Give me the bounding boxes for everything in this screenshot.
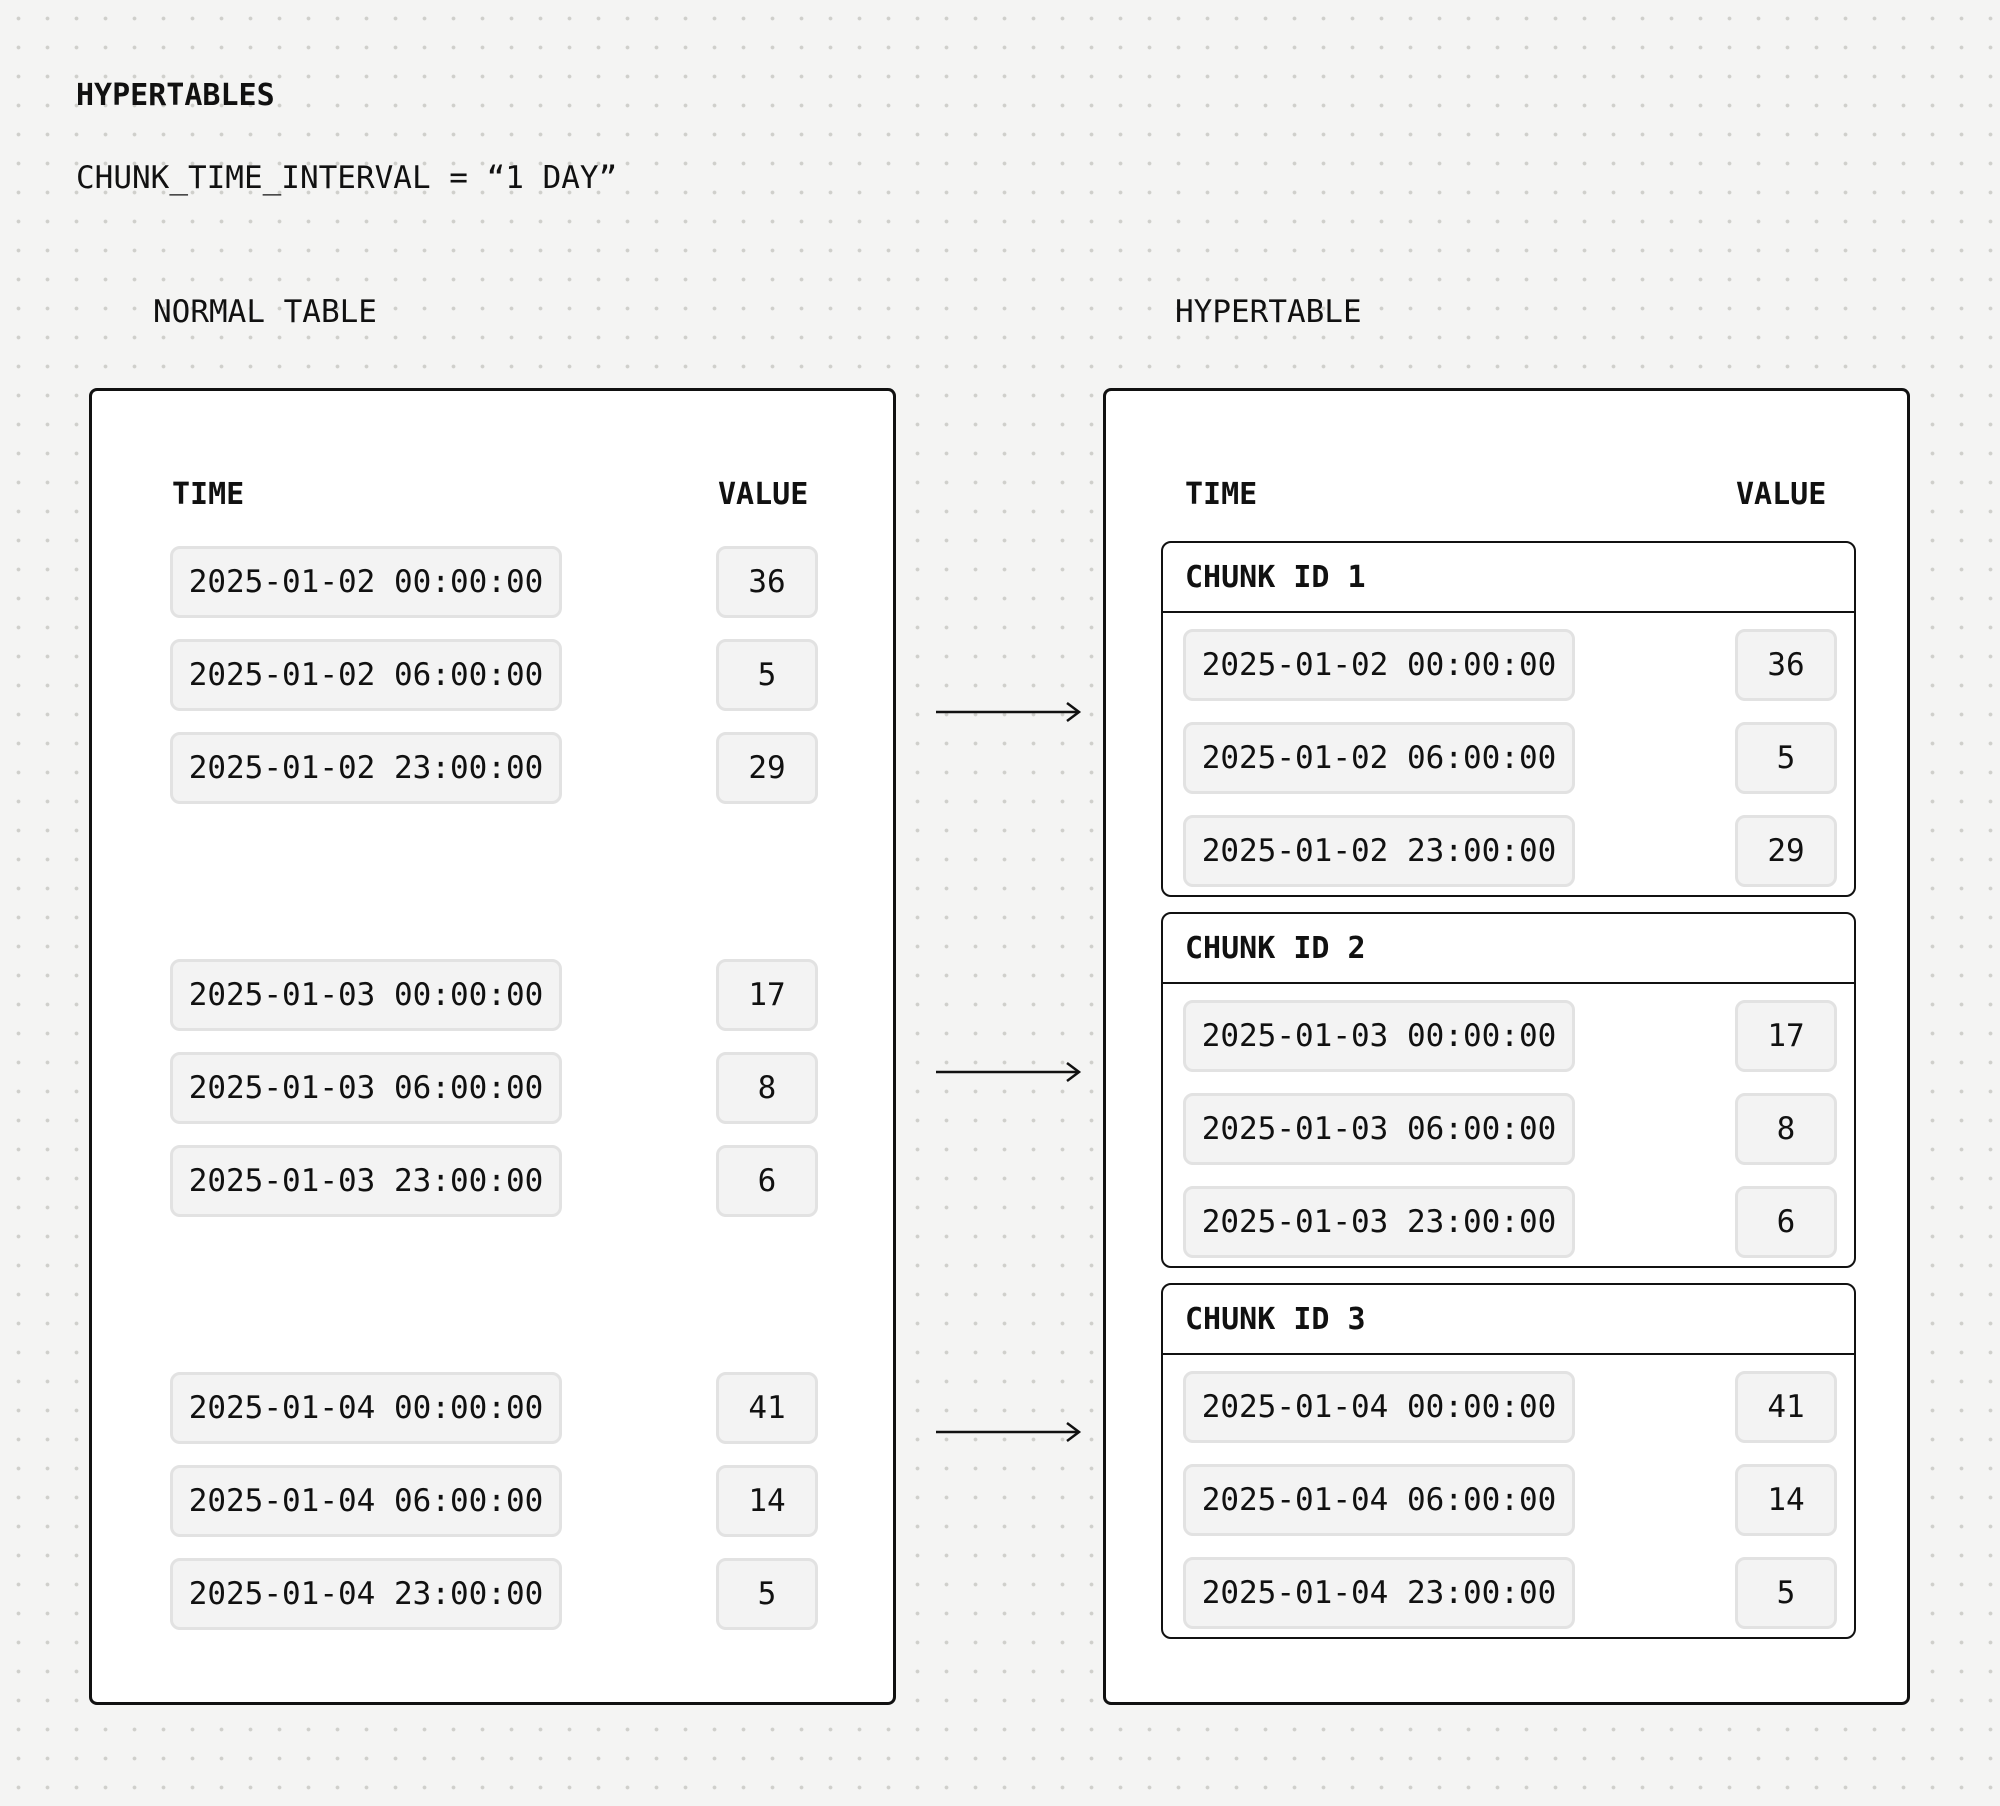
value-cell: 5 [1735, 1557, 1837, 1629]
value-cell: 29 [716, 732, 818, 804]
value-cell: 8 [1735, 1093, 1837, 1165]
time-cell: 2025-01-04 00:00:00 [170, 1372, 562, 1444]
time-cell: 2025-01-03 06:00:00 [170, 1052, 562, 1124]
time-cell: 2025-01-03 23:00:00 [1183, 1186, 1575, 1258]
value-cell: 41 [1735, 1371, 1837, 1443]
value-cell: 8 [716, 1052, 818, 1124]
hypertable-label: HYPERTABLE [1175, 294, 1362, 330]
page-title: HYPERTABLES [76, 78, 275, 113]
value-cell: 29 [1735, 815, 1837, 887]
value-cell: 36 [1735, 629, 1837, 701]
time-cell: 2025-01-03 00:00:00 [1183, 1000, 1575, 1072]
value-cell: 17 [716, 959, 818, 1031]
value-cell: 6 [716, 1145, 818, 1217]
time-cell: 2025-01-02 06:00:00 [170, 639, 562, 711]
time-cell: 2025-01-04 00:00:00 [1183, 1371, 1575, 1443]
time-header: TIME [172, 477, 245, 512]
chunk-title: CHUNK ID 1 [1163, 543, 1854, 613]
chunk-title: CHUNK ID 3 [1163, 1285, 1854, 1355]
normal-table-label: NORMAL TABLE [153, 294, 377, 330]
time-cell: 2025-01-04 06:00:00 [1183, 1464, 1575, 1536]
time-cell: 2025-01-03 06:00:00 [1183, 1093, 1575, 1165]
time-cell: 2025-01-02 23:00:00 [1183, 815, 1575, 887]
time-header: TIME [1185, 477, 1258, 512]
value-header: VALUE [718, 477, 809, 512]
chunk-title: CHUNK ID 2 [1163, 914, 1854, 984]
value-cell: 14 [1735, 1464, 1837, 1536]
value-cell: 41 [716, 1372, 818, 1444]
time-cell: 2025-01-03 23:00:00 [170, 1145, 562, 1217]
time-cell: 2025-01-04 23:00:00 [1183, 1557, 1575, 1629]
time-cell: 2025-01-02 06:00:00 [1183, 722, 1575, 794]
value-cell: 14 [716, 1465, 818, 1537]
value-cell: 5 [716, 1558, 818, 1630]
chunk-box [1161, 912, 1856, 1268]
time-cell: 2025-01-02 00:00:00 [1183, 629, 1575, 701]
chunk-interval-label: CHUNK_TIME_INTERVAL = “1 DAY” [76, 160, 618, 196]
arrow-right-icon [934, 1057, 1084, 1087]
value-cell: 17 [1735, 1000, 1837, 1072]
time-cell: 2025-01-04 06:00:00 [170, 1465, 562, 1537]
time-cell: 2025-01-03 00:00:00 [170, 959, 562, 1031]
value-cell: 5 [1735, 722, 1837, 794]
hypertable-panel [1103, 388, 1910, 1705]
chunk-box [1161, 1283, 1856, 1639]
time-cell: 2025-01-02 00:00:00 [170, 546, 562, 618]
value-cell: 5 [716, 639, 818, 711]
value-cell: 6 [1735, 1186, 1837, 1258]
time-cell: 2025-01-04 23:00:00 [170, 1558, 562, 1630]
chunk-box [1161, 541, 1856, 897]
time-cell: 2025-01-02 23:00:00 [170, 732, 562, 804]
value-cell: 36 [716, 546, 818, 618]
normal-table-panel [89, 388, 896, 1705]
arrow-right-icon [934, 1417, 1084, 1447]
arrow-right-icon [934, 697, 1084, 727]
value-header: VALUE [1736, 477, 1827, 512]
